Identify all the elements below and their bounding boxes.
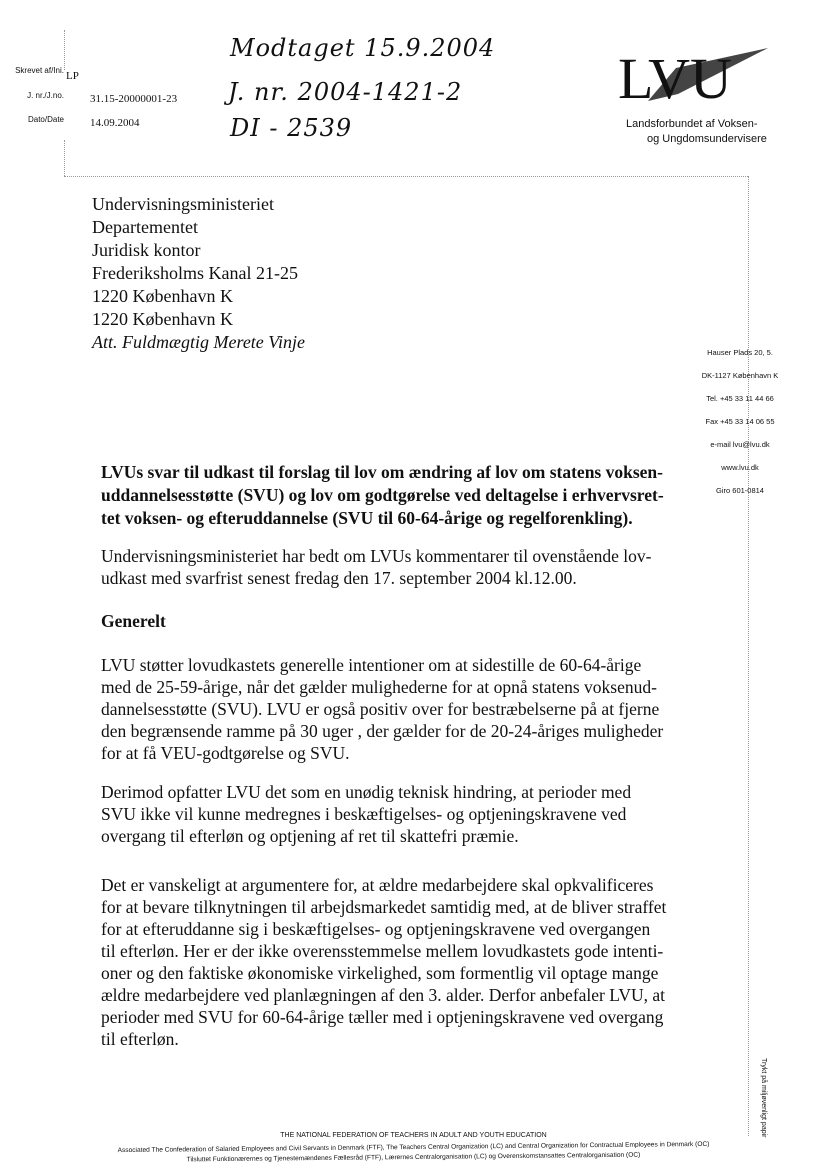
text-line: Derimod opfatter LVU det som en unødig teknisk hindring, at perioder med [101, 782, 632, 802]
date-label: Dato/Date [27, 115, 64, 124]
address-line: 1220 København K [92, 309, 233, 329]
paragraph-3 [101, 874, 701, 1050]
subject-line: uddannelsesstøtte (SVU) og lov om godtgørelse ved deltagelse i erhvervsret- [101, 485, 664, 505]
text-line: overgang til efterløn og optjening af ret til skattefri præmie. [101, 826, 519, 846]
header-rule [64, 176, 748, 177]
org-name-line2: og Ungdomsundervisere [647, 133, 767, 145]
address-line: Undervisningsministeriet [92, 194, 274, 214]
contact-fax: Fax +45 33 14 06 55 [705, 417, 775, 426]
lvu-logo [618, 46, 768, 106]
footer-associated: Associated The Confederation of Salaried Employees and Civil Servants in Denmark (FTF), The Teachers Central Organization (LC) and Central Organization for Contractual Employees in Denmark (OC) [117, 1140, 710, 1155]
contact-city: DK-1127 København K [701, 371, 779, 380]
text-line: til efterløn. [101, 1029, 179, 1049]
org-name-line1: Landsforbundet af Voksen- [626, 118, 758, 130]
jnr-label: J. nr./J.no. [27, 91, 64, 100]
text-line: LVU støtter lovudkastets generelle intentioner om at sidestille de 60-64-årige [101, 655, 642, 675]
received-stamp-handwritten: Modtaget 15.9.2004 [230, 34, 496, 62]
footer-affiliated: Tilsluttet Funktionærernes og Tjenestemændenes Fællesråd (FTF), Lærernes Centralorganisation (LC) og Overenskomstansattes Centralorganisation (OC) [186, 1151, 641, 1164]
journal-number-handwritten: J. nr. 2004-1421-2 [228, 78, 463, 106]
intro-paragraph [101, 545, 701, 589]
text-line: oner og den faktiske økonomiske virkelighed, som formentlig vil optage mange [101, 963, 659, 983]
text-line: udkast med svarfrist senest fredag den 17. september 2004 kl.12.00. [101, 568, 577, 588]
attention-line: Att. Fuldmægtig Merete Vinje [92, 332, 305, 352]
contact-website: www.lvu.dk [721, 463, 759, 472]
address-line: 1220 København K [92, 286, 233, 306]
section-heading: Generelt [101, 611, 166, 631]
text-line: perioder med SVU for 60-64-årige tæller med i optjeningskravene ved overgang [101, 1007, 664, 1027]
address-line: Juridisk kontor [92, 240, 201, 260]
margin-rule [64, 30, 65, 70]
letter-subject [101, 461, 711, 530]
text-line: ældre medarbejdere ved planlægningen af den 3. alder. Derfor anbefaler LVU, at [101, 985, 665, 1005]
text-line: med de 25-59-årige, når det gælder mulighederne for at opnå statens voksenud- [101, 677, 657, 697]
text-line: til efterløn. Her er der ikke overensstemmelse mellem lovudkastets gode intenti- [101, 941, 664, 961]
margin-rule [64, 140, 65, 176]
date: 14.09.2004 [90, 117, 140, 129]
text-line: for at bevare tilknytningen til arbejdsmarkedet samtidig med, at de bliver straffet [101, 897, 667, 917]
footer-title: THE NATIONAL FEDERATION OF TEACHERS IN ADULT AND YOUTH EDUCATION [280, 1132, 547, 1139]
address-line: Frederiksholms Kanal 21-25 [92, 263, 298, 283]
address-line: Departementet [92, 217, 198, 237]
di-number-handwritten: DI - 2539 [230, 114, 353, 142]
subject-line: LVUs svar til udkast til forslag til lov om ændring af lov om statens voksen- [101, 462, 663, 482]
contact-phone: Tel. +45 33 11 44 66 [706, 394, 774, 403]
text-line: dannelsesstøtte (SVU). LVU er også positiv over for bestræbelserne på at fjerne [101, 699, 660, 719]
written-by: LP [66, 70, 79, 82]
recycled-paper-note: Trykt på miljøvenligt papir [760, 1058, 767, 1138]
paragraph-2 [101, 781, 701, 847]
recipient-address [92, 193, 305, 354]
text-line: Undervisningsministeriet har bedt om LVUs kommentarer til ovenstående lov- [101, 546, 652, 566]
contact-address: Hauser Plads 20, 5. [707, 348, 773, 357]
svg-text:LVU: LVU [618, 46, 732, 106]
text-line: for at få VEU-godtgørelse og SVU. [101, 743, 350, 763]
text-line: SVU ikke vil kunne medregnes i beskæftigelses- og optjeningskravene ved [101, 804, 627, 824]
text-line: den begrænsende ramme på 30 uger , der gælder for de 20-24-åriges muligheder [101, 721, 664, 741]
written-by-label: Skrevet af/Ini. [15, 66, 64, 75]
right-rule [748, 176, 749, 1136]
text-line: Det er vanskeligt at argumentere for, at ældre medarbejdere skal opkvalificeres [101, 875, 654, 895]
contact-giro: Giro 601-0814 [716, 486, 764, 495]
text-line: for at efteruddanne sig i beskæftigelses- og optjeningskravene ved overgangen [101, 919, 651, 939]
jnr: 31.15-20000001-23 [90, 93, 178, 105]
paragraph-1 [101, 654, 701, 764]
subject-line: tet voksen- og efteruddannelse (SVU til 60-64-årige og regelforenkling). [101, 508, 633, 528]
contact-email: e-mail lvu@lvu.dk [710, 440, 770, 449]
